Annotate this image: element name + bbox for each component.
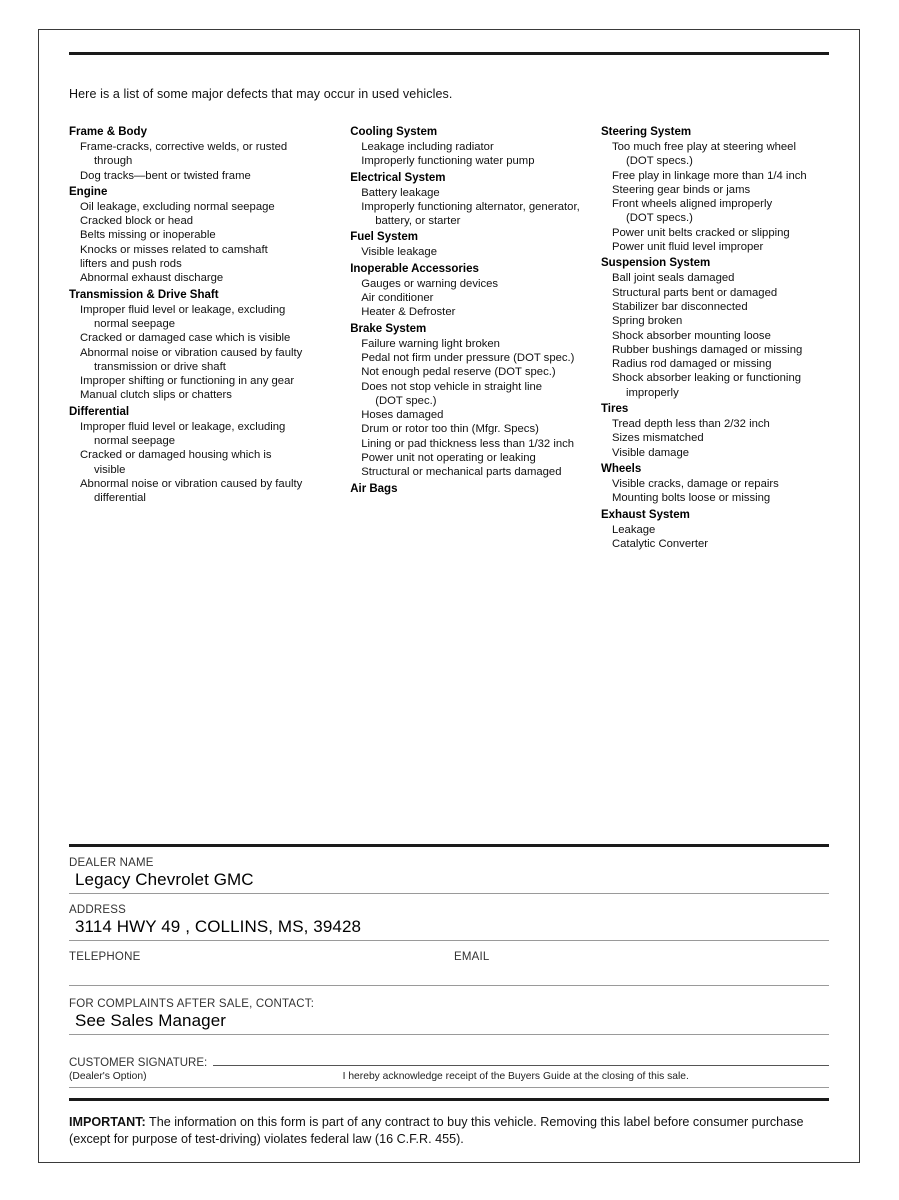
intro-text: Here is a list of some major defects that may occur in used vehicles. [69, 87, 453, 101]
list-item: Sizes mismatched [611, 432, 704, 445]
group-items [69, 140, 338, 183]
list-item: Steering gear binds or jams [611, 183, 751, 196]
group-items [69, 200, 338, 286]
group-title: Air Bags [350, 482, 398, 495]
dealer-address-label: ADDRESS [69, 904, 126, 916]
list-item: Catalytic Converter [611, 537, 709, 550]
dealer-name-field [69, 857, 829, 894]
list-item: Shock absorber leaking or functioning improperly [612, 371, 829, 400]
list-item: Failure warning light broken [361, 337, 500, 350]
list-item: Visible cracks, damage or repairs [611, 477, 779, 490]
group-title: Brake System [350, 322, 427, 335]
list-item: Drum or rotor too thin (Mfgr. Specs) [361, 423, 539, 436]
list-item: Visible leakage [361, 246, 437, 259]
list-item: Front wheels aligned improperly (DOT specs.) [612, 197, 829, 226]
dealer-name-label: DEALER NAME [69, 857, 154, 869]
complaints-label: FOR COMPLAINTS AFTER SALE, CONTACT: [69, 998, 315, 1010]
group-title: Suspension System [600, 257, 711, 270]
list-item: Mounting bolts loose or missing [611, 492, 771, 505]
defect-group-steering-system [601, 124, 829, 254]
group-title: Inoperable Accessories [350, 262, 479, 275]
list-item: Ball joint seals damaged [611, 272, 735, 285]
signature-label: CUSTOMER SIGNATURE: [69, 1057, 208, 1069]
signature-underline [69, 1087, 829, 1088]
defect-group-engine [69, 184, 338, 286]
dealer-info-section [69, 844, 829, 1148]
defect-group-differential [69, 404, 338, 506]
list-item: Improper fluid level or leakage, excluding normal seepage [80, 303, 338, 332]
group-title: Electrical System [350, 171, 446, 184]
defect-group-inoperable-accessories [350, 261, 589, 320]
dealer-name-value[interactable]: Legacy Chevrolet GMC [75, 870, 254, 889]
list-item: Improper shifting or functioning in any gear [80, 375, 295, 388]
list-item: Free play in linkage more than 1/4 inch [611, 169, 807, 182]
list-item: Improperly functioning water pump [361, 155, 535, 168]
list-item: Leakage [611, 523, 656, 536]
defects-column-3 [601, 124, 829, 552]
list-item: Cracked or damaged housing which is visible [80, 448, 338, 477]
list-item-continuation: visible [94, 463, 126, 476]
important-heading: IMPORTANT: [69, 1115, 146, 1129]
list-item: Heater & Defroster [361, 306, 456, 319]
list-item: Improper fluid level or leakage, excluding normal seepage [80, 420, 338, 449]
dealer-address-field [69, 904, 829, 941]
document-sheet [38, 29, 860, 1163]
dealer-section-divider [69, 844, 829, 847]
complaints-rule [69, 1034, 829, 1035]
group-items [350, 186, 589, 229]
group-title: Steering System [600, 126, 692, 138]
list-item: Abnormal noise or vibration caused by faulty differential [80, 477, 338, 506]
important-notice [69, 1114, 829, 1148]
group-items [601, 271, 829, 400]
signature-subtext [69, 1071, 829, 1082]
group-items [601, 417, 829, 460]
group-items [69, 420, 338, 506]
dealer-name-rule [69, 893, 829, 894]
list-item: Power unit fluid level improper [611, 241, 764, 254]
acknowledgement-text: I hereby acknowledge receipt of the Buyers Guide at the closing of this sale. [342, 1071, 689, 1082]
list-item-continuation: (DOT specs.) [625, 155, 693, 168]
list-item: Hoses damaged [361, 409, 444, 422]
group-title: Tires [600, 403, 629, 416]
list-item: Does not stop vehicle in straight line (DOT spec.) [361, 380, 589, 409]
list-item: Manual clutch slips or chatters [80, 389, 232, 402]
list-item-continuation: (DOT specs.) [625, 212, 693, 225]
group-title: Transmission & Drive Shaft [69, 288, 219, 301]
group-items [350, 337, 589, 480]
list-item: Improperly functioning alternator, generator, battery, or starter [361, 200, 589, 229]
list-item: Tread depth less than 2/32 inch [611, 418, 770, 431]
top-divider [69, 52, 829, 55]
telephone-email-row [69, 951, 829, 963]
list-item: Frame-cracks, corrective welds, or rusted through [80, 140, 338, 169]
customer-signature-block [69, 1057, 829, 1088]
defect-group-brake-system [350, 321, 589, 480]
list-item: Power unit belts cracked or slipping [611, 226, 790, 239]
defect-group-transmission-drive-shaft [69, 287, 338, 403]
dealer-address-value[interactable]: 3114 HWY 49 , COLLINS, MS, 39428 [75, 917, 362, 936]
group-title: Engine [69, 185, 108, 198]
list-item: Cracked or damaged case which is visible [80, 332, 291, 345]
defect-group-electrical-system [350, 170, 589, 229]
group-title: Cooling System [350, 126, 438, 138]
signature-row [69, 1057, 829, 1069]
group-title: Exhaust System [600, 508, 690, 521]
list-item-continuation: (DOT spec.) [375, 394, 437, 407]
list-item: Not enough pedal reserve (DOT spec.) [361, 366, 556, 379]
complaints-value[interactable]: See Sales Manager [75, 1011, 227, 1030]
group-title: Differential [69, 405, 130, 418]
group-items [601, 140, 829, 254]
important-divider [69, 1098, 829, 1101]
list-item: Dog tracks—bent or twisted frame [80, 169, 251, 182]
list-item: Shock absorber mounting loose [611, 329, 771, 342]
defect-group-frame-body [69, 124, 338, 183]
group-title: Fuel System [350, 231, 418, 244]
list-item: Belts missing or inoperable [80, 229, 216, 242]
email-label: EMAIL [454, 951, 490, 963]
list-item-continuation: normal seepage [94, 317, 176, 330]
dealer-option-note: (Dealer's Option) [69, 1071, 147, 1082]
dealer-address-rule [69, 940, 829, 941]
signature-line[interactable] [213, 1065, 829, 1066]
list-item: lifters and push rods [80, 258, 182, 271]
group-title: Frame & Body [69, 126, 147, 138]
defect-group-fuel-system [350, 229, 589, 259]
defect-group-air-bags [350, 481, 589, 497]
list-item-continuation: improperly [625, 386, 679, 399]
list-item: Abnormal noise or vibration caused by faulty transmission or drive shaft [80, 346, 338, 375]
list-item: Visible damage [611, 446, 690, 459]
defects-column-2 [350, 124, 601, 552]
list-item: Oil leakage, excluding normal seepage [80, 200, 275, 213]
group-items [601, 477, 829, 506]
defects-column-1 [69, 124, 350, 552]
list-item: Too much free play at steering wheel (DOT specs.) [612, 140, 829, 169]
group-items [69, 303, 338, 403]
list-item: Rubber bushings damaged or missing [611, 343, 803, 356]
list-item: Structural or mechanical parts damaged [361, 466, 562, 479]
defects-columns [69, 124, 829, 552]
list-item: Pedal not firm under pressure (DOT spec.) [361, 351, 575, 364]
list-item: Structural parts bent or damaged [611, 286, 778, 299]
list-item: Knocks or misses related to camshaft [80, 243, 268, 256]
defect-group-tires [601, 401, 829, 460]
list-item: Abnormal exhaust discharge [80, 272, 224, 285]
list-item-continuation: differential [94, 492, 146, 505]
defect-group-cooling-system [350, 124, 589, 169]
important-body: The information on this form is part of any contract to buy this vehicle. Removing this label before consumer purchase (except for purpose of test-driving) violates federal law (16 C.F.R. 455). [69, 1115, 804, 1146]
group-items [601, 523, 829, 552]
telephone-label: TELEPHONE [69, 951, 141, 963]
list-item: Battery leakage [361, 186, 440, 199]
defect-group-suspension-system [601, 255, 829, 400]
list-item-continuation: through [94, 155, 133, 168]
group-items [350, 140, 589, 169]
list-item: Spring broken [611, 315, 683, 328]
list-item-continuation: battery, or starter [375, 215, 461, 228]
list-item-continuation: transmission or drive shaft [94, 360, 226, 373]
list-item: Leakage including radiator [361, 141, 494, 153]
list-item: Gauges or warning devices [361, 277, 499, 290]
list-item: Radius rod damaged or missing [611, 358, 772, 371]
list-item: Cracked block or head [80, 215, 194, 228]
list-item: Stabilizer bar disconnected [611, 300, 748, 313]
telephone-email-rule[interactable] [69, 963, 829, 986]
list-item: Air conditioner [361, 292, 434, 305]
group-title: Wheels [600, 462, 642, 475]
group-items [350, 245, 589, 259]
list-item: Power unit not operating or leaking [361, 452, 536, 465]
list-item: Lining or pad thickness less than 1/32 inch [361, 437, 575, 450]
group-items [350, 277, 589, 320]
defect-group-exhaust-system [601, 507, 829, 552]
defect-group-wheels [601, 461, 829, 506]
list-item-continuation: normal seepage [94, 435, 176, 448]
